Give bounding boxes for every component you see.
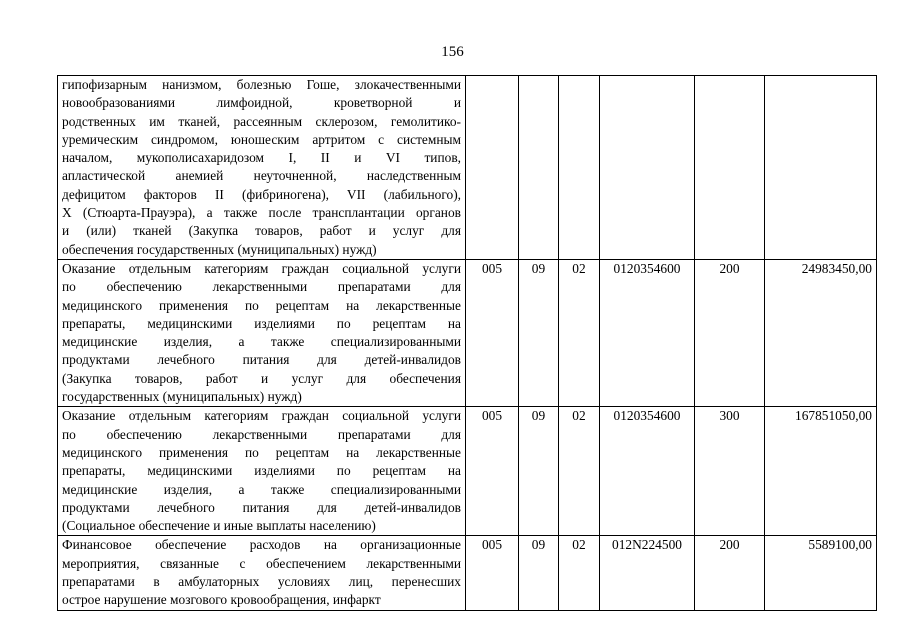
description-line: препараты, медицинскими изделиями по рецептам на <box>62 315 461 331</box>
description-line: Оказание отдельным категориям граждан социальной услуги <box>62 408 461 424</box>
description-line: гипофизарным нанизмом, болезнью Гоше, злокачественными <box>62 77 461 92</box>
amount-cell <box>765 76 877 260</box>
expense-type-cell: 200 <box>695 536 765 610</box>
description-line: апластической анемией неуточненной, наследственным <box>62 168 461 184</box>
ministry-code-cell: 005 <box>466 407 519 536</box>
expense-type-cell <box>695 76 765 260</box>
budget-table <box>57 75 877 611</box>
description-line: (Социальное обеспечение и иные выплаты населению) <box>62 518 376 534</box>
section-code-cell: 09 <box>519 536 559 610</box>
amount-cell: 167851050,00 <box>765 407 877 536</box>
expense-type-cell: 200 <box>695 259 765 406</box>
description-line: началом, мукополисахаридозом I, II и VI типов, <box>62 150 461 166</box>
description-line: мероприятия, связанные с обеспечением лекарственными <box>62 555 461 571</box>
description-line: по обеспечению лекарственными препаратами для <box>62 426 461 442</box>
section-code-cell: 09 <box>519 259 559 406</box>
description-line: медицинские изделия, а также специализированными <box>62 481 461 497</box>
budget-table-body <box>58 76 877 611</box>
description-line: Оказание отдельным категориям граждан социальной услуги <box>62 260 461 276</box>
page-number: 156 <box>441 44 464 60</box>
subsection-code-cell <box>559 76 600 260</box>
description-line: медицинские изделия, а также специализированными <box>62 334 461 350</box>
description-line: новообразованиями лимфоидной, кроветворной и <box>62 95 461 111</box>
subsection-code-cell: 02 <box>559 407 600 536</box>
description-line: продуктами лечебного питания для детей-инвалидов <box>62 352 461 368</box>
amount-cell: 24983450,00 <box>765 259 877 406</box>
description-line: медицинского применения по рецептам на лекарственные <box>62 297 461 313</box>
subsection-code-cell: 02 <box>559 536 600 610</box>
description-line: медицинского применения по рецептам на лекарственные <box>62 444 461 460</box>
description-cell <box>58 76 466 260</box>
description-line: препараты, медицинскими изделиями по рецептам на <box>62 463 461 479</box>
ministry-code-cell: 005 <box>466 259 519 406</box>
description-cell <box>58 259 466 406</box>
description-line: дефицитом факторов II (фибриногена), VII (лабильного), <box>62 186 461 202</box>
target-code-cell: 0120354600 <box>600 407 695 536</box>
description-line: X (Стюарта-Прауэра), а также после трансплантации органов <box>62 205 461 221</box>
description-line: государственных (муниципальных) нужд) <box>62 389 302 405</box>
description-cell <box>58 536 466 610</box>
table-row <box>58 259 877 406</box>
section-code-cell <box>519 76 559 260</box>
description-line: обеспечения государственных (муниципальных) нужд) <box>62 241 377 257</box>
target-code-cell: 0120354600 <box>600 259 695 406</box>
table-row <box>58 76 877 260</box>
description-line: уремическим синдромом, юношеским артритом с системным <box>62 131 461 147</box>
description-line: (Закупка товаров, работ и услуг для обеспечения <box>62 370 461 386</box>
description-line: острое нарушение мозгового кровообращения, инфаркт <box>62 592 381 608</box>
ministry-code-cell <box>466 76 519 260</box>
target-code-cell: 012N224500 <box>600 536 695 610</box>
ministry-code-cell: 005 <box>466 536 519 610</box>
expense-type-cell: 300 <box>695 407 765 536</box>
description-line: Финансовое обеспечение расходов на организационные <box>62 537 461 553</box>
table-row <box>58 536 877 610</box>
table-row <box>58 407 877 536</box>
target-code-cell <box>600 76 695 260</box>
description-line: и (или) тканей (Закупка товаров, работ и услуг для <box>62 223 461 239</box>
section-code-cell: 09 <box>519 407 559 536</box>
description-line: по обеспечению лекарственными препаратами для <box>62 279 461 295</box>
subsection-code-cell: 02 <box>559 259 600 406</box>
description-line: продуктами лечебного питания для детей-инвалидов <box>62 499 461 515</box>
description-line: препаратами в амбулаторных условиях лиц, перенесших <box>62 574 461 590</box>
amount-cell: 5589100,00 <box>765 536 877 610</box>
description-line: родственных им тканей, рассеянным склерозом, гемолитико- <box>62 113 461 129</box>
description-cell <box>58 407 466 536</box>
